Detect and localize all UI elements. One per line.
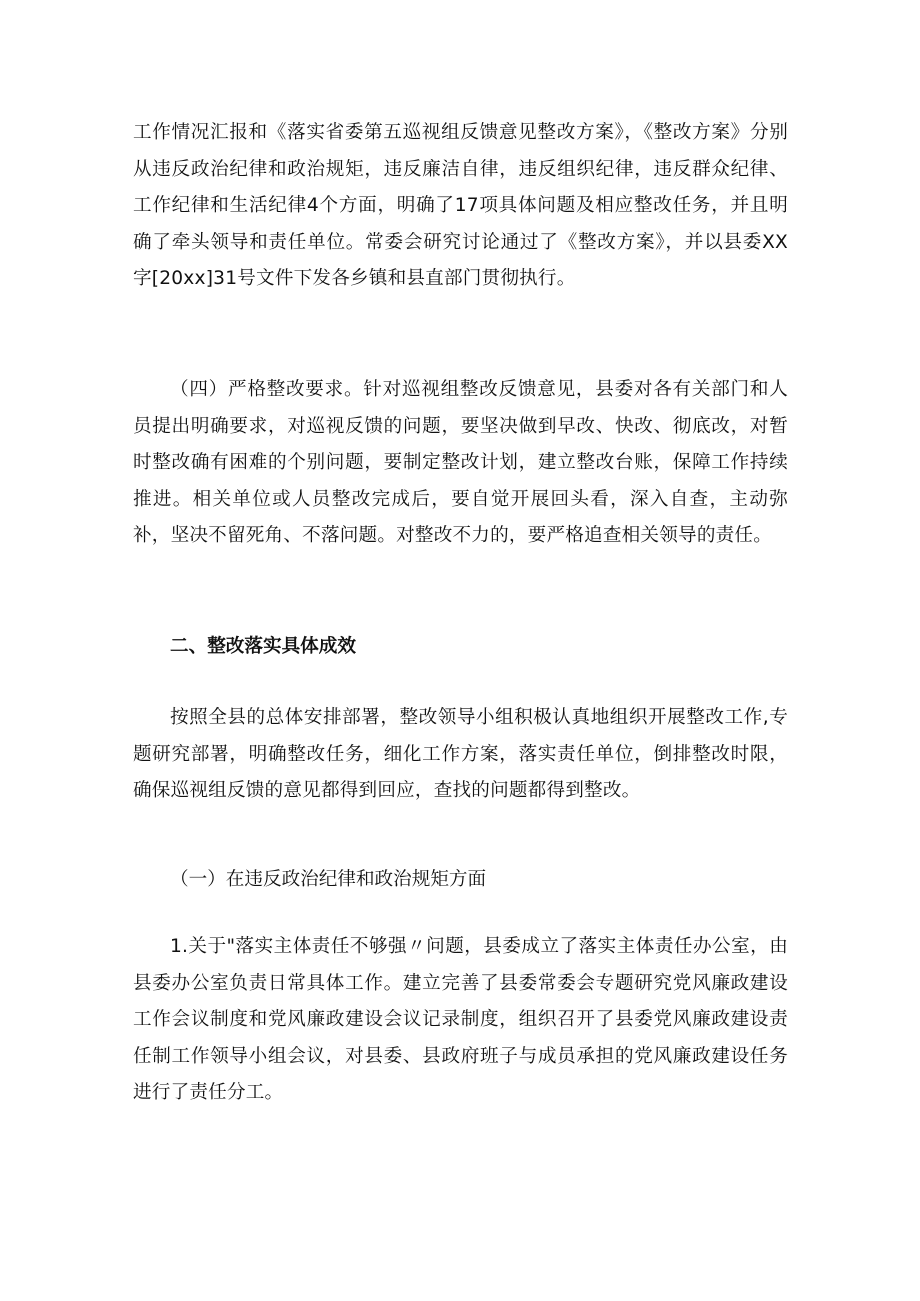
paragraph-strict-requirements: （四）严格整改要求。针对巡视组整改反馈意见，县委对各有关部门和人员提出明确要求，对巡视反馈的问题，要坚决做到早改、快改、彻底改，对暂时整改确有困难的个别问题，要制定整改计划，建立整改台账，保障工作持续推进。相关单位或人员整改完成后，要自觉开展回头看，深入自查，主动弥补，坚决不留死角、不落问题。对整改不力的，要严格追查相关领导的责任。: [133, 379, 788, 546]
paragraph-rectification-plan: 工作情况汇报和《落实省委第五巡视组反馈意见整改方案》，《整改方案》分别从违反政治纪律和政治规矩，违反廉洁自律，违反组织纪律，违反群众纪律、工作纪律和生活纪律4个方面，明确了17项具体问题及相应整改任务，并且明确了牵头领导和责任单位。常委会研究讨论通过了《整改方案》，并以县委XX字[20xx]31号文件下发各乡镇和县直部门贯彻执行。: [133, 122, 788, 289]
paragraph-main-responsibility: 1.关于"落实主体责任不够强〃问题，县委成立了落实主体责任办公室，由县委办公室负责日常具体工作。建立完善了县委常委会专题研究党风廉政建设工作会议制度和党风廉政建设会议记录制度，组织召开了县委党风廉政建设责任制工作领导小组会议，对县委、县政府班子与成员承担的党风廉政建设任务进行了责任分工。: [133, 936, 788, 1103]
paragraph-overall-arrangement: 按照全县的总体安排部署，整改领导小组积极认真地组织开展整改工作,专题研究部署，明确整改任务，细化工作方案，落实责任单位，倒排整改时限，确保巡视组反馈的意见都得到回应，查找的问题都得到整改。: [133, 707, 788, 801]
section-heading-results: 二、整改落实具体成效: [170, 636, 356, 657]
subsection-heading-political-discipline: （一）在违反政治纪律和政治规矩方面: [170, 869, 487, 890]
